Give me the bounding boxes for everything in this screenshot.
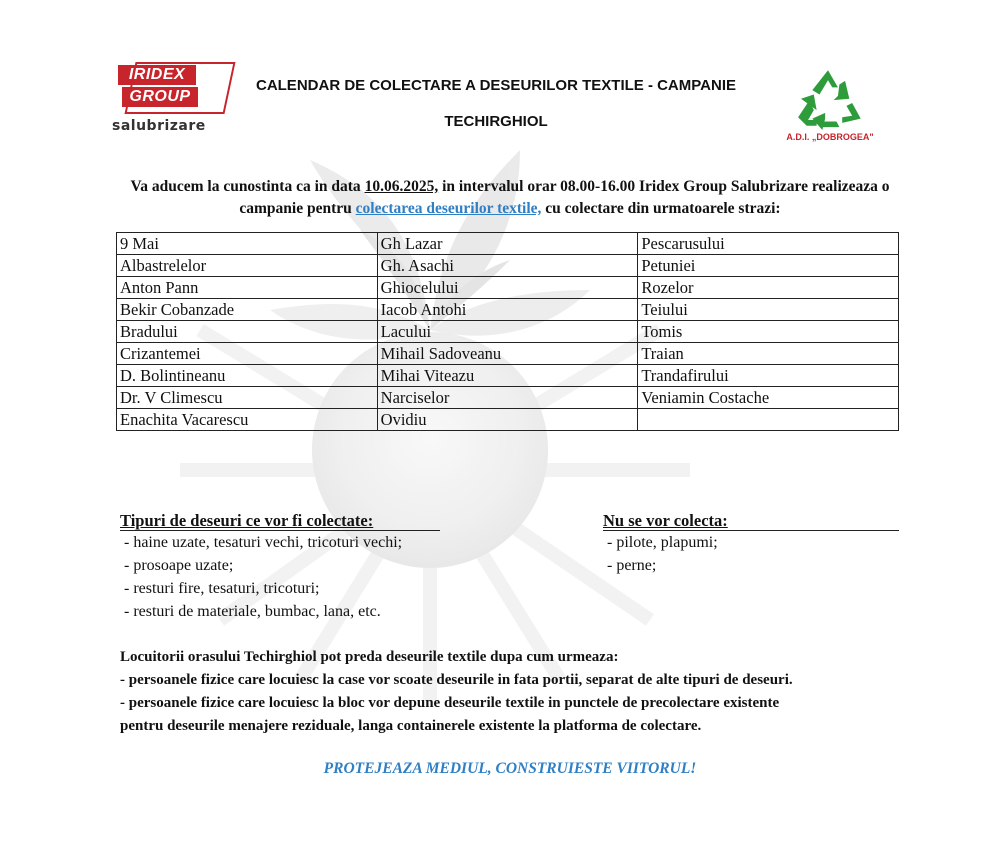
street-cell: Albastrelelor	[117, 255, 378, 277]
iridex-logo-line2: GROUP	[122, 87, 198, 107]
table-row	[117, 233, 899, 255]
street-cell: Trandafirului	[638, 365, 899, 387]
adi-dobrogea-logo	[770, 66, 890, 146]
street-cell: Rozelor	[638, 277, 899, 299]
residents-instructions	[120, 646, 910, 738]
street-cell: Bradului	[117, 321, 378, 343]
list-item: - prosoape uzate;	[124, 557, 234, 574]
list-item: - perne;	[607, 557, 657, 574]
document-title	[236, 68, 756, 140]
residents-intro: Locuitorii orasului Techirghiol pot preda deseurile textile dupa cum urmeaza:	[120, 649, 619, 665]
table-row	[117, 409, 899, 431]
street-cell: Bekir Cobanzade	[117, 299, 378, 321]
list-item: - pilote, plapumi;	[607, 534, 718, 551]
street-cell: Veniamin Costache	[638, 387, 899, 409]
street-cell: Dr. V Climescu	[117, 387, 378, 409]
street-cell: D. Bolintineanu	[117, 365, 378, 387]
iridex-logo	[112, 62, 232, 140]
list-item: - resturi fire, tesaturi, tricoturi;	[124, 580, 320, 597]
intro-text-3: cu colectare din urmatoarele strazi:	[541, 200, 781, 217]
campaign-date: 10.06.2025,	[364, 178, 439, 195]
table-row	[117, 343, 899, 365]
street-cell: Gh Lazar	[377, 233, 638, 255]
recycle-icon	[792, 66, 864, 130]
street-cell: Iacob Antohi	[377, 299, 638, 321]
collected-types-title: Tipuri de deseuri ce vor fi colectate:	[120, 511, 374, 530]
title-line-2: TECHIRGHIOL	[444, 113, 548, 130]
residents-houses: - persoanele fizice care locuiesc la case vor scoate deseurile in fata portii, separat de alte tipuri de deseuri.	[120, 672, 793, 688]
intro-text-2: in intervalul orar 08.00-16.00 Iridex Group Salubrizare realizeaza o campanie pentru	[239, 178, 890, 217]
street-cell: Narciselor	[377, 387, 638, 409]
slogan: PROTEJEAZA MEDIUL, CONSTRUIESTE VIITORUL!	[323, 760, 697, 777]
street-cell: Teiului	[638, 299, 899, 321]
list-item: - resturi de materiale, bumbac, lana, etc.	[124, 603, 381, 620]
title-line-1: CALENDAR DE COLECTARE A DESEURILOR TEXTILE - CAMPANIE	[255, 77, 736, 94]
iridex-logo-line1: IRIDEX	[118, 65, 196, 85]
textile-collection-link[interactable]: colectarea deseurilor textile,	[355, 200, 542, 217]
street-cell: 9 Mai	[117, 233, 378, 255]
adi-dobrogea-label: A.D.I. „DOBROGEA"	[786, 132, 874, 142]
table-row	[117, 387, 899, 409]
street-cell: Mihai Viteazu	[377, 365, 638, 387]
residents-blocks: - persoanele fizice care locuiesc la bloc vor depune deseurile textile in punctele de precolectare existente	[120, 695, 780, 711]
street-cell: Traian	[638, 343, 899, 365]
street-cell	[638, 409, 899, 431]
street-cell: Gh. Asachi	[377, 255, 638, 277]
table-row	[117, 299, 899, 321]
table-row	[117, 255, 899, 277]
street-cell: Enachita Vacarescu	[117, 409, 378, 431]
table-row	[117, 321, 899, 343]
street-cell: Tomis	[638, 321, 899, 343]
not-collected-section	[603, 510, 899, 577]
street-cell: Lacului	[377, 321, 638, 343]
residents-blocks-cont: pentru deseurile menajere reziduale, langa containerele existente la platforma de colectare.	[120, 718, 702, 734]
street-cell: Crizantemei	[117, 343, 378, 365]
intro-text-1: Va aducem la cunostinta ca in data	[130, 178, 365, 195]
street-cell: Mihail Sadoveanu	[377, 343, 638, 365]
collected-types-section	[120, 510, 440, 623]
table-row	[117, 277, 899, 299]
street-cell: Ovidiu	[377, 409, 638, 431]
street-cell: Ghiocelului	[377, 277, 638, 299]
table-row	[117, 365, 899, 387]
iridex-logo-subtitle: salubrizare	[112, 118, 206, 134]
street-cell: Anton Pann	[117, 277, 378, 299]
list-item: - haine uzate, tesaturi vechi, tricoturi vechi;	[124, 534, 403, 551]
street-cell: Pescarusului	[638, 233, 899, 255]
street-cell: Petuniei	[638, 255, 899, 277]
streets-table	[116, 232, 899, 431]
intro-paragraph	[110, 176, 910, 220]
not-collected-title: Nu se vor colecta:	[603, 511, 728, 530]
